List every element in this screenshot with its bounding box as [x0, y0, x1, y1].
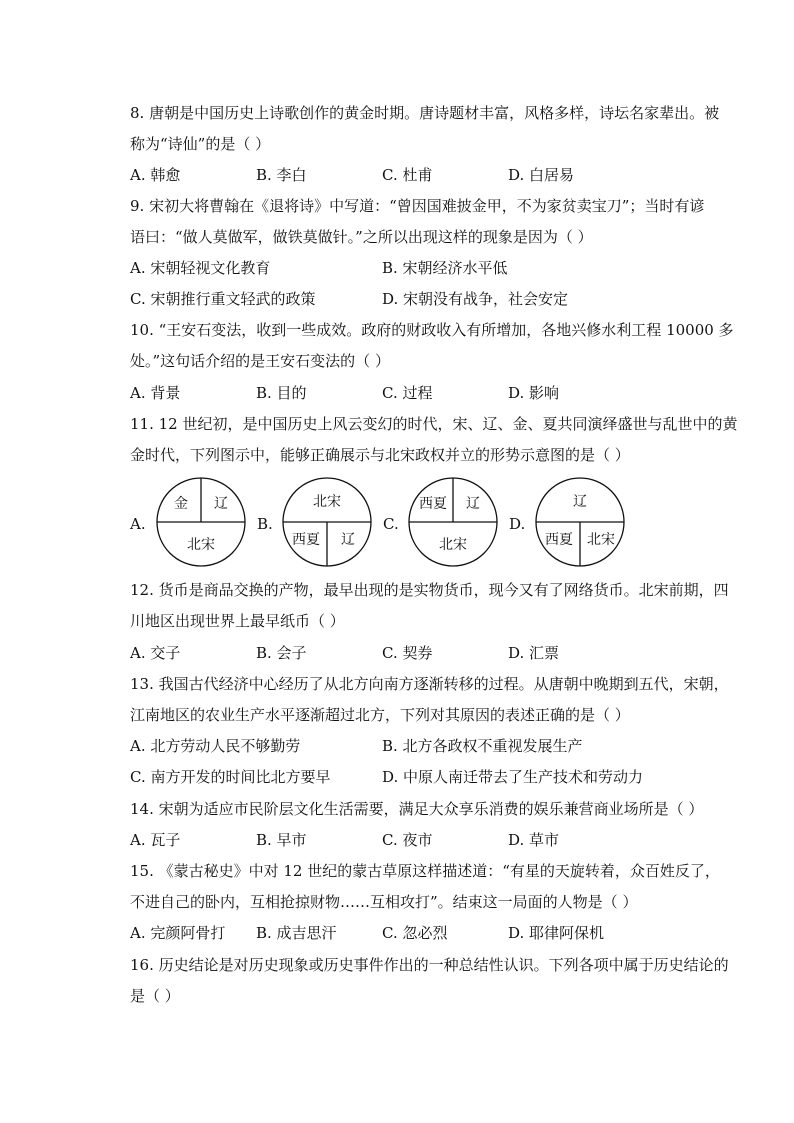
question-15-text-line1: 15. 《蒙古秘史》中对 12 世纪的蒙古草原这样描述道：“有星的天旋转着，众百姓反了，	[130, 862, 720, 880]
question-8-option-a[interactable]: A. 韩愈	[130, 166, 181, 184]
diagram-c-bottom: 北宋	[439, 537, 467, 553]
question-12-option-d[interactable]: D. 汇票	[508, 644, 560, 662]
question-13-options-row1	[0, 736, 794, 756]
question-13-option-c[interactable]: C. 南方开发的时间比北方要早	[130, 768, 331, 786]
question-10-option-b[interactable]: B. 目的	[256, 384, 307, 402]
question-9-option-d[interactable]: D. 宋朝没有战争，社会安定	[382, 290, 569, 308]
question-14-options	[0, 830, 794, 850]
question-10-options	[0, 383, 794, 403]
question-15-option-d[interactable]: D. 耶律阿保机	[508, 924, 605, 942]
diagram-d-svg	[534, 476, 626, 568]
diagram-b-top: 北宋	[313, 494, 341, 510]
question-12-option-a[interactable]: A. 交子	[130, 644, 181, 662]
diagram-b[interactable]	[281, 476, 371, 566]
question-8-text-line1: 8. 唐朝是中国历史上诗歌创作的黄金时期。唐诗题材丰富，风格多样，诗坛名家辈出。被	[130, 104, 720, 122]
diagram-b-bottom-left: 西夏	[292, 532, 320, 548]
question-8-option-d[interactable]: D. 白居易	[508, 166, 575, 184]
question-8-option-b[interactable]: B. 李白	[256, 166, 307, 184]
diagram-a-bottom: 北宋	[187, 537, 215, 553]
question-9-text-line2: 语曰：“做人莫做军，做铁莫做针。”之所以出现这样的现象是因为（ ）	[130, 228, 593, 246]
question-14-option-c[interactable]: C. 夜市	[382, 831, 433, 849]
diagram-c-label[interactable]: C.	[383, 515, 399, 533]
question-10-text-line2: 处。”这句话介绍的是王安石变法的（ ）	[130, 352, 390, 370]
question-13-options-row2	[0, 767, 794, 787]
question-13-text-line2: 江南地区的农业生产水平逐渐超过北方，下列对其原因的表述正确的是（ ）	[130, 706, 630, 724]
question-8-options	[0, 165, 794, 185]
diagram-b-bottom-right: 辽	[341, 532, 355, 548]
diagram-d-label[interactable]: D.	[509, 515, 526, 533]
question-13-option-b[interactable]: B. 北方各政权不重视发展生产	[382, 737, 583, 755]
question-12-option-c[interactable]: C. 契券	[382, 644, 433, 662]
question-9-option-b[interactable]: B. 宋朝经济水平低	[382, 259, 508, 277]
question-11-text-line1: 11. 12 世纪初，是中国历史上风云变幻的时代，宋、辽、金、夏共同演绎盛世与乱世中的黄	[130, 415, 738, 433]
diagram-c-top-left: 西夏	[419, 496, 447, 512]
question-9-option-c[interactable]: C. 宋朝推行重文轻武的政策	[130, 290, 316, 308]
question-14-option-d[interactable]: D. 草市	[508, 831, 560, 849]
question-10-option-c[interactable]: C. 过程	[382, 384, 433, 402]
question-12-options	[0, 643, 794, 663]
question-14-option-b[interactable]: B. 早市	[256, 831, 307, 849]
question-15-option-a[interactable]: A. 完颜阿骨打	[130, 924, 226, 942]
question-15-option-b[interactable]: B. 成吉思汗	[256, 924, 337, 942]
question-16-text-line1: 16. 历史结论是对历史现象或历史事件作出的一种总结性认识。下列各项中属于历史结论的	[130, 956, 729, 974]
question-15-option-c[interactable]: C. 忽必烈	[382, 924, 448, 942]
question-15-text-line2: 不进自己的卧内，互相抢掠财物……互相攻打”。结束这一局面的人物是（ ）	[130, 893, 638, 911]
question-9-options-row1	[0, 258, 794, 278]
question-13-option-a[interactable]: A. 北方劳动人民不够勤劳	[130, 737, 301, 755]
question-13-option-d[interactable]: D. 中原人南迁带去了生产技术和劳动力	[382, 768, 644, 786]
question-11-diagrams	[0, 474, 794, 570]
question-12-text-line1: 12. 货币是商品交换的产物，最早出现的是实物货币，现今又有了网络货币。北宋前期，四	[130, 581, 729, 599]
question-8-text-line2: 称为“诗仙”的是（ ）	[130, 135, 271, 153]
question-13-text-line1: 13. 我国古代经济中心经历了从北方向南方逐渐转移的过程。从唐朝中晚期到五代，宋朝，	[130, 675, 729, 693]
question-10-text-line1: 10. “王安石变法，收到一些成效。政府的财政收入有所增加，各地兴修水利工程 10000 多	[130, 321, 734, 339]
diagram-c-top-right: 辽	[466, 496, 480, 512]
diagram-a-svg	[155, 476, 247, 568]
question-9-option-a[interactable]: A. 宋朝轻视文化教育	[130, 259, 271, 277]
question-10-option-d[interactable]: D. 影响	[508, 384, 560, 402]
diagram-a-label[interactable]: A.	[130, 515, 146, 533]
question-11-text-line2: 金时代，下列图示中，能够正确展示与北宋政权并立的形势示意图的是（ ）	[130, 446, 630, 464]
diagram-b-svg	[281, 476, 373, 568]
question-9-text-line1: 9. 宋初大将曹翰在《退将诗》中写道：“曾因国难披金甲，不为家贫卖宝刀”；当时有谚	[130, 197, 705, 215]
question-15-options	[0, 923, 794, 943]
diagram-a-top-left: 金	[174, 496, 188, 512]
diagram-a[interactable]	[155, 476, 245, 566]
diagram-a-top-right: 辽	[214, 496, 228, 512]
diagram-d[interactable]	[534, 476, 624, 566]
question-14-text-line1: 14. 宋朝为适应市民阶层文化生活需要，满足大众享乐消费的娱乐兼营商业场所是（ ）	[130, 800, 704, 818]
diagram-d-bottom-right: 北宋	[587, 532, 615, 548]
question-14-option-a[interactable]: A. 瓦子	[130, 831, 181, 849]
diagram-c-svg	[407, 476, 499, 568]
question-12-option-b[interactable]: B. 会子	[256, 644, 307, 662]
question-12-text-line2: 川地区出现世界上最早纸币（ ）	[130, 612, 345, 630]
question-16-text-line2: 是（ ）	[130, 987, 180, 1005]
diagram-d-top: 辽	[573, 494, 587, 510]
diagram-d-bottom-left: 西夏	[545, 532, 573, 548]
question-8-option-c[interactable]: C. 杜甫	[382, 166, 433, 184]
question-10-option-a[interactable]: A. 背景	[130, 384, 181, 402]
diagram-b-label[interactable]: B.	[257, 515, 273, 533]
diagram-c[interactable]	[407, 476, 497, 566]
question-9-options-row2	[0, 289, 794, 309]
